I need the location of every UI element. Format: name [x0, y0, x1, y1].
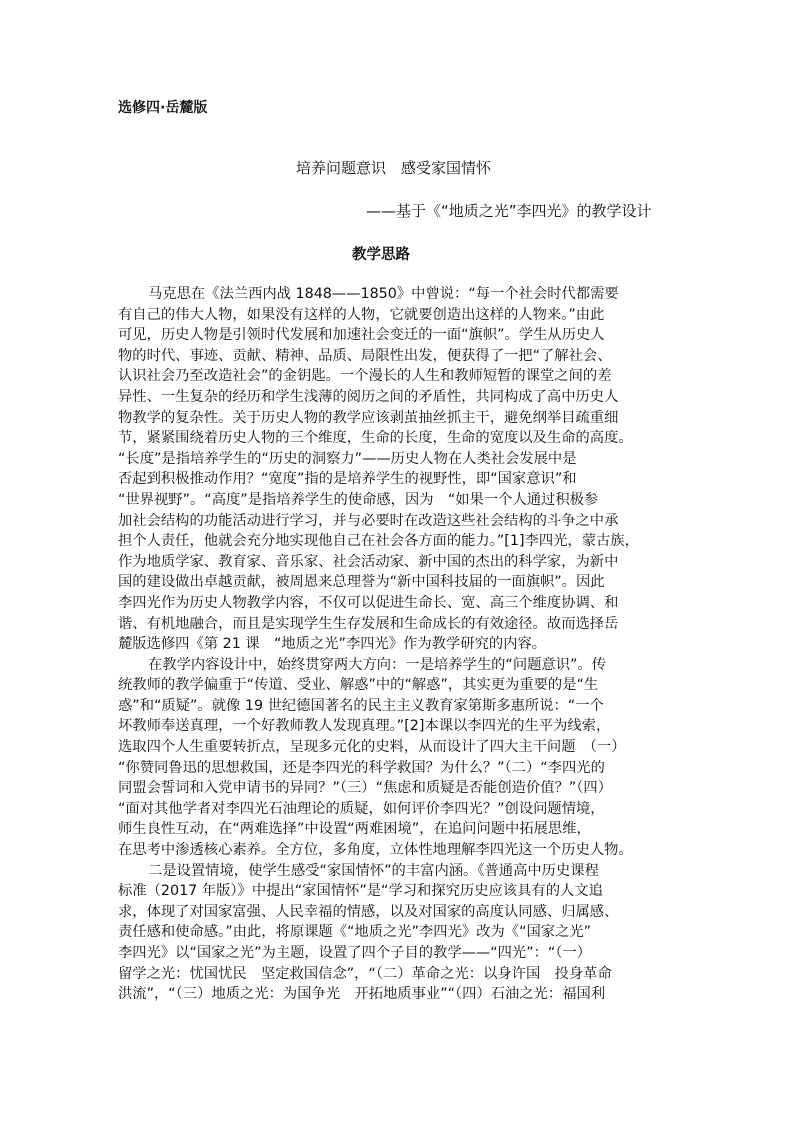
- body-line: 二是设置情境，使学生感受“家国情怀”的丰富内涵。《普通高中历史课程: [148, 862, 599, 879]
- document-title: 培养问题意识 感受家国情怀: [296, 159, 492, 177]
- body-line: 马克思在《法兰西内战 1848——1850》中曾说：“每一个社会时代都需要: [148, 286, 619, 302]
- body-line: 惑”和“质疑”。就像 19 世纪德国著名的民主主义教育家第斯多惠所说：“一个: [118, 697, 604, 714]
- body-line: 异性、一生复杂的经历和学生浅薄的阅历之间的矛盾性，共同构成了高中历史人: [118, 388, 619, 405]
- body-line: 留学之光：忧国忧民 坚定救国信念”，“（二）革命之光：以身许国 投身革命: [118, 965, 612, 982]
- body-line: 责任感和使命感。”由此，将原课题《“地质之光”李四光》改为《“国家之光”: [118, 924, 592, 941]
- body-line: 麓版选修四《第 21 课 “地质之光”李四光》作为教学研究的内容。: [118, 636, 547, 653]
- body-line: “面对其他学者对李四光石油理论的质疑，如何评价李四光？”创设问题情境，: [118, 800, 605, 817]
- body-line: “长度”是指培养学生的“历史的洞察力”——历史人物在人类社会发展中是: [118, 450, 577, 467]
- section-heading: 教学思路: [352, 247, 410, 263]
- body-line: 同盟会誓词和入党申请书的异同？”（三）“焦虑和质疑是否能创造价值？”（四）: [118, 780, 613, 797]
- body-line: 节，紧紧围绕着历史人物的三个维度，生命的长度，生命的宽度以及生命的高度。: [118, 430, 633, 447]
- body-line: 物教学的复杂性。关于历史人物的教学应该剥茧抽丝抓主干，避免纲举目疏重细: [118, 409, 619, 426]
- body-line: 物的时代、事迹、贡献、精神、品质、局限性出发，便获得了一把“了解社会、: [118, 347, 612, 364]
- body-line: 国的建设做出卓越贡献，被周恩来总理誉为“新中国科技届的一面旗帜”。因此: [118, 574, 605, 591]
- body-text: [118, 284, 680, 1005]
- body-line: “世界视野”。“高度”是指培养学生的使命感，因为 “如果一个人通过积极参: [118, 491, 599, 508]
- body-line: 坏教师奉送真理，一个好教师教人发现真理。”[2]本课以李四光的生平为线索，: [118, 718, 611, 735]
- body-line: 选取四个人生重要转折点，呈现多元化的史料，从而设计了四大主干问题 （一）: [118, 739, 626, 756]
- body-line: 统教师的教学偏重于“传道、受业、解惑”中的“解惑”，其实更为重要的是“生: [118, 677, 599, 694]
- body-line: 谐、有机地融合，而且是实现学生生存发展和生命成长的有效途径。故而选择岳: [118, 615, 619, 632]
- body-line: “你赞同鲁迅的思想救国，还是李四光的科学救国？为什么？”（二）“李四光的: [118, 759, 605, 776]
- body-line: 担个人责任，他就会充分地实现他自己在社会各方面的能力。”[1]李四光，蒙古族，: [118, 533, 639, 550]
- document-subtitle: ——基于《“地质之光”李四光》的教学设计: [366, 202, 652, 220]
- body-line: 作为地质学家、教育家、音乐家、社会活动家、新中国的杰出的科学家，为新中: [118, 553, 619, 570]
- body-line: 有自己的伟大人物，如果没有这样的人物，它就要创造出这样的人物来。”由此: [118, 306, 605, 323]
- body-line: 在思考中渗透核心素养。全方位，多角度，立体性地理解李四光这一个历史人物。: [118, 842, 633, 859]
- body-line: 加社会结构的功能活动进行学习，并与必要时在改造这些社会结构的斗争之中承: [118, 512, 619, 529]
- body-line: 否起到积极推动作用？“宽度”指的是培养学生的视野性，即“国家意识”和: [118, 471, 577, 488]
- body-line: 在教学内容设计中，始终贯穿两大方向：一是培养学生的“问题意识”。传: [148, 656, 607, 673]
- body-line: 可见，历史人物是引领时代发展和加速社会变迁的一面“旗帜”。学生从历史人: [118, 327, 605, 344]
- body-line: 洪流”，“（三）地质之光：为国争光 开拓地质事业”“（四）石油之光：福国利: [118, 986, 606, 1003]
- body-line: 师生良性互动，在“两难选择”中设置“两难困境”，在追问问题中拓展思维，: [118, 821, 591, 838]
- body-line: 求，体现了对国家富强、人民幸福的情感，以及对国家的高度认同感、归属感、: [118, 903, 619, 920]
- body-line: 认识社会乃至改造社会”的金钥匙。一个漫长的人生和教师短暂的课堂之间的差: [118, 368, 612, 385]
- edition-label: 选修四·岳麓版: [118, 100, 208, 116]
- body-line: 标准（2017 年版）》中提出“家国情怀”是“学习和探究历史应该具有的人文追: [118, 883, 603, 900]
- body-line: 李四光》以“国家之光”为主题，设置了四个子目的教学——“四光”：“（一）: [118, 945, 592, 961]
- body-line: 李四光作为历史人物教学内容，不仅可以促进生命长、宽、高三个维度协调、和: [118, 594, 619, 611]
